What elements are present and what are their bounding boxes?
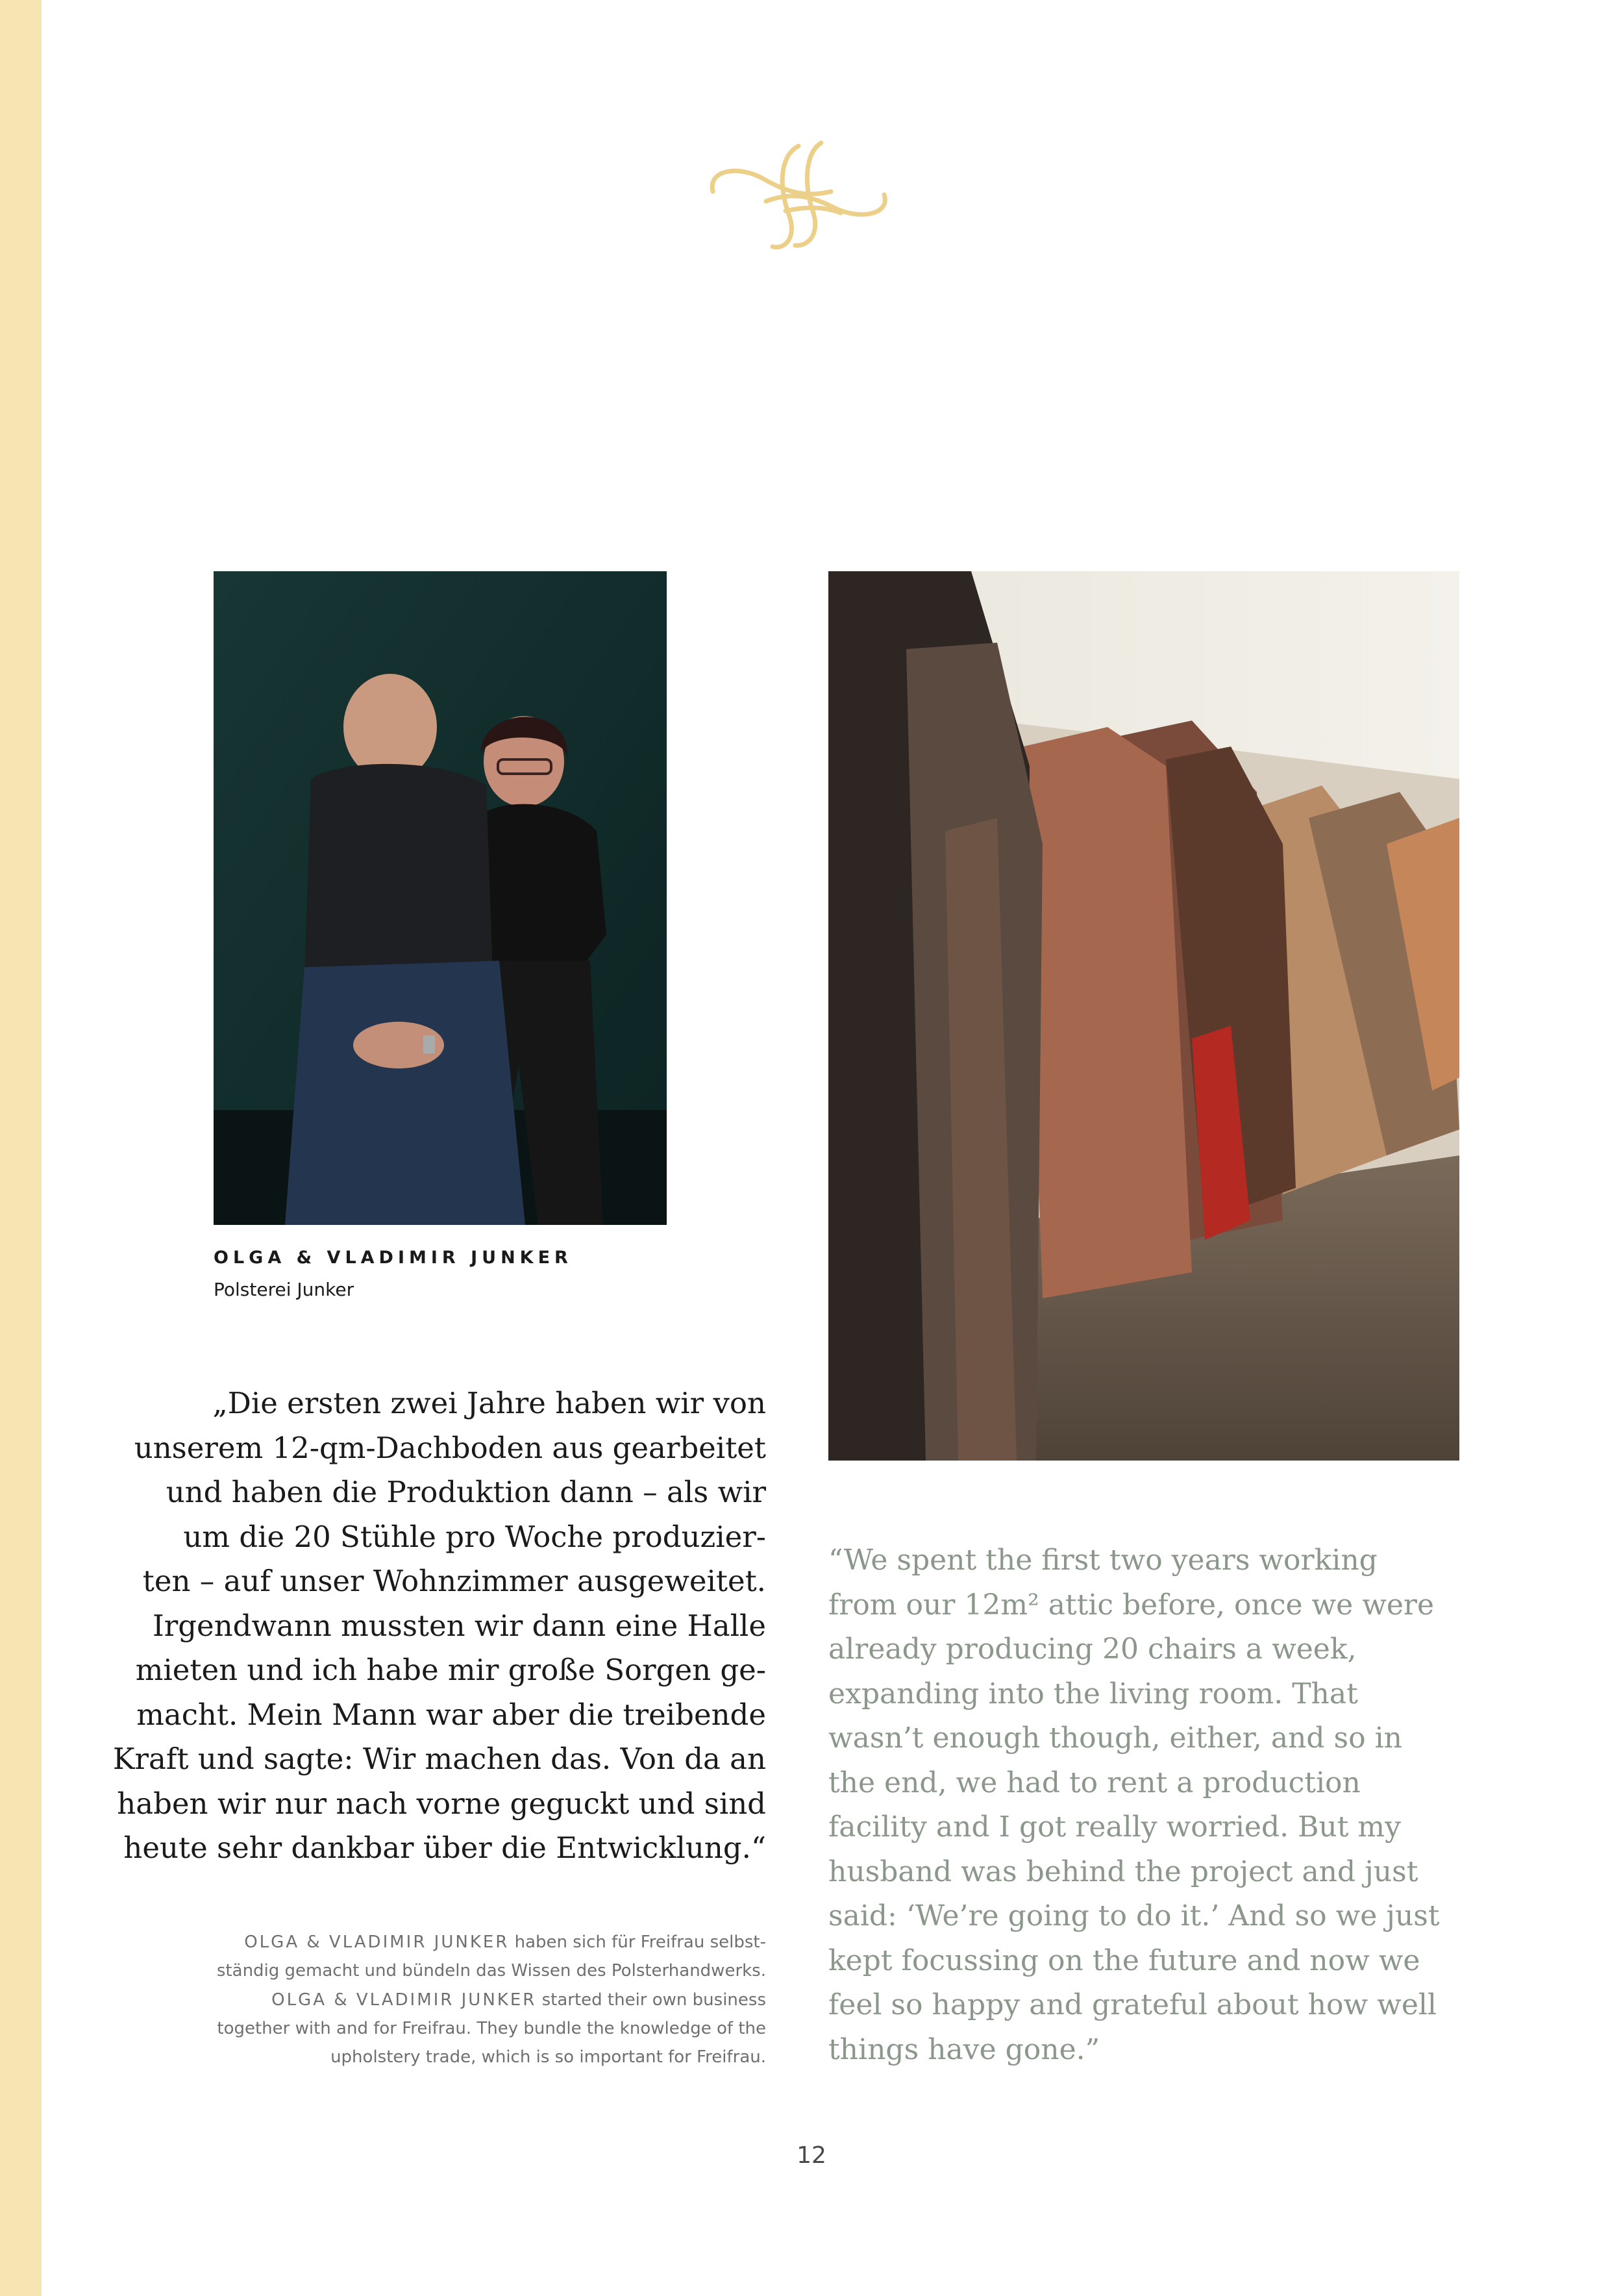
english-quote-line: kept focussing on the future and now we xyxy=(828,1944,1420,1977)
bio-note xyxy=(110,1928,766,2071)
english-quote-line: the end, we had to rent a production xyxy=(828,1766,1361,1799)
german-quote-line: macht. Mein Mann war aber die treibende xyxy=(136,1697,766,1732)
english-quote-line: feel so happy and grateful about how well xyxy=(828,1988,1437,2021)
couple-portrait-photo xyxy=(214,571,667,1225)
german-quote-line: „Die ersten zwei Jahre haben wir von xyxy=(212,1386,766,1420)
english-quote-line: from our 12m² attic before, once we were xyxy=(828,1588,1434,1622)
leather-hides-photo xyxy=(828,571,1459,1461)
english-quote-line: wasn’t enough though, either, and so in xyxy=(828,1722,1403,1755)
english-quote xyxy=(828,1538,1510,2072)
english-quote-line: husband was behind the project and just xyxy=(828,1855,1418,1888)
german-quote-line: haben wir nur nach vorne geguckt und sind xyxy=(117,1786,766,1821)
english-quote-line: already producing 20 chairs a week, xyxy=(828,1633,1357,1666)
german-quote-line: Kraft und sagte: Wir machen das. Von da an xyxy=(112,1742,766,1776)
bio-note-line xyxy=(110,1986,766,2014)
caption-name: OLGA & VLADIMIR JUNKER xyxy=(214,1248,573,1268)
english-quote-line: said: ‘We’re going to do it.’ And so we just xyxy=(828,1899,1440,1932)
side-color-band xyxy=(0,0,42,2296)
caption-company: Polsterei Junker xyxy=(214,1279,354,1300)
german-quote-line: Irgendwann mussten wir dann eine Halle xyxy=(152,1608,766,1643)
bio-text: started their own business xyxy=(536,1990,766,2010)
german-quote-line: unserem 12-qm-Dachboden aus gearbeitet xyxy=(134,1430,766,1465)
bio-text: haben sich für Freifrau selbst- xyxy=(509,1932,766,1952)
german-quote-line: heute sehr dankbar über die Entwicklung.“ xyxy=(123,1831,766,1865)
ff-monogram-logo xyxy=(701,130,896,260)
german-quote xyxy=(110,1381,766,1871)
german-quote-line: ten – auf unser Wohnzimmer ausgeweitet. xyxy=(142,1564,766,1598)
english-quote-line: “We spent the first two years working xyxy=(828,1544,1378,1577)
english-quote-line: facility and I got really worried. But my xyxy=(828,1810,1401,1844)
german-quote-line: und haben die Produktion dann – als wir xyxy=(166,1475,766,1509)
english-quote-line: expanding into the living room. That xyxy=(828,1677,1358,1710)
bio-note-line xyxy=(110,1928,766,1957)
bio-names-en: OLGA & VLADIMIR JUNKER xyxy=(271,1990,537,2010)
german-quote-line: mieten und ich habe mir große Sorgen ge- xyxy=(135,1653,766,1687)
bio-names-de: OLGA & VLADIMIR JUNKER xyxy=(244,1932,510,1952)
bio-note-line: upholstery trade, which is so important for Freifrau. xyxy=(330,2047,766,2068)
bio-note-line: together with and for Freifrau. They bundle the knowledge of the xyxy=(217,2018,766,2038)
page-number: 12 xyxy=(797,2142,826,2169)
bio-note-line: ständig gemacht und bündeln das Wissen des Polsterhandwerks. xyxy=(216,1961,766,1981)
english-quote-line: things have gone.” xyxy=(828,2032,1100,2066)
german-quote-line: um die 20 Stühle pro Woche produzier- xyxy=(183,1519,766,1554)
